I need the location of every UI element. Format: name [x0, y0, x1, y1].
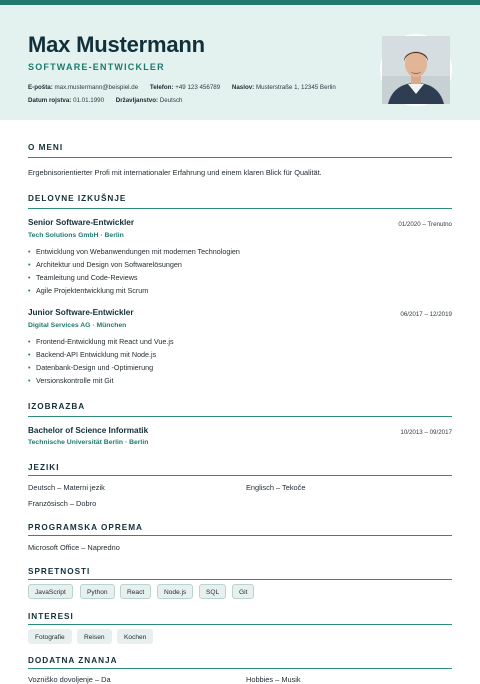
- school-name: Technische Universität Berlin · Berlin: [28, 439, 149, 446]
- job-date: 06/2017 – 12/2019: [400, 311, 452, 318]
- header: [0, 5, 480, 120]
- section-divider: [28, 579, 452, 580]
- nationality-label: Državljanstvo:: [115, 97, 159, 104]
- job-company: Tech Solutions GmbH · Berlin: [28, 232, 124, 239]
- interest-chip: Fotografie: [28, 629, 72, 644]
- additional-item: Hobbies – Musik: [246, 675, 301, 684]
- section-divider: [28, 475, 452, 476]
- birth-value: 01.01.1990: [73, 97, 105, 104]
- list-item: • Architektur und Design von Softwarelösungen: [28, 260, 182, 269]
- section-title-skills: SPRETNOSTI: [28, 567, 91, 576]
- address-value: Musterstraße 1, 12345 Berlin: [255, 84, 336, 91]
- phone-value[interactable]: +49 123 456789: [175, 84, 221, 91]
- interest-chip: Kochen: [117, 629, 153, 644]
- section-title-education: IZOBRAZBA: [28, 402, 86, 411]
- section-title-languages: JEZIKI: [28, 463, 60, 472]
- list-item: • Teamleitung und Code-Reviews: [28, 273, 138, 282]
- software-item: Microsoft Office – Napredno: [28, 543, 120, 552]
- email-value[interactable]: max.mustermann@beispiel.de: [54, 84, 139, 91]
- section-divider: [28, 668, 452, 669]
- language-item: Deutsch – Materni jezik: [28, 483, 105, 492]
- list-item: • Datenbank-Design und -Optimierung: [28, 363, 154, 372]
- list-item: • Versionskontrolle mit Git: [28, 376, 114, 385]
- list-item: • Frontend-Entwicklung mit React und Vue.js: [28, 337, 174, 346]
- degree-title: Bachelor of Science Informatik: [28, 426, 149, 435]
- about-text: Ergebnisorientierter Profi mit internationaler Erfahrung und einem klaren Blick für Qualität.: [28, 168, 322, 177]
- job-title: Junior Software-Entwickler: [28, 308, 134, 317]
- section-divider: [28, 624, 452, 625]
- education-date: 10/2013 – 09/2017: [400, 429, 452, 436]
- address-label: Naslov:: [231, 84, 255, 91]
- full-name: Max Mustermann: [28, 32, 205, 57]
- list-item: • Agile Projektentwicklung mit Scrum: [28, 286, 149, 295]
- list-item: • Entwicklung von Webanwendungen mit modernen Technologien: [28, 247, 240, 256]
- skill-chip: Node.js: [157, 584, 193, 599]
- job-date: 01/2020 – Trenutno: [398, 221, 452, 228]
- contact-line-1: [28, 84, 336, 91]
- skill-chip: JavaScript: [28, 584, 73, 599]
- section-title-interests: INTERESI: [28, 612, 74, 621]
- portrait-icon: [382, 36, 450, 104]
- section-divider: [28, 208, 452, 209]
- language-item: Französisch – Dobro: [28, 499, 97, 508]
- skill-chip: SQL: [199, 584, 226, 599]
- nationality-value: Deutsch: [159, 97, 183, 104]
- section-title-about: O MENI: [28, 143, 64, 152]
- phone-label: Telefon:: [149, 84, 174, 91]
- list-item: • Backend-API Entwicklung mit Node.js: [28, 350, 157, 359]
- birth-label: Datum rojstva:: [28, 97, 72, 104]
- email-label: E-pošta:: [28, 84, 53, 91]
- contact-line-2: [28, 97, 183, 104]
- section-divider: [28, 416, 452, 417]
- section-title-additional: DODATNA ZNANJA: [28, 656, 118, 665]
- language-item: Englisch – Tekoče: [246, 483, 306, 492]
- skill-chip: React: [120, 584, 151, 599]
- skill-chip: Git: [232, 584, 254, 599]
- job-role: SOFTWARE-ENTWICKLER: [28, 62, 165, 72]
- profile-photo: [380, 34, 452, 106]
- section-title-software: PROGRAMSKA OPREMA: [28, 523, 143, 532]
- skill-chip: Python: [80, 584, 115, 599]
- section-title-experience: DELOVNE IZKUŠNJE: [28, 194, 127, 203]
- section-divider: [28, 157, 452, 158]
- interest-chip: Reisen: [77, 629, 112, 644]
- section-divider: [28, 535, 452, 536]
- job-title: Senior Software-Entwickler: [28, 218, 135, 227]
- job-company: Digital Services AG · München: [28, 322, 127, 329]
- additional-item: Vozniško dovoljenje – Da: [28, 675, 111, 684]
